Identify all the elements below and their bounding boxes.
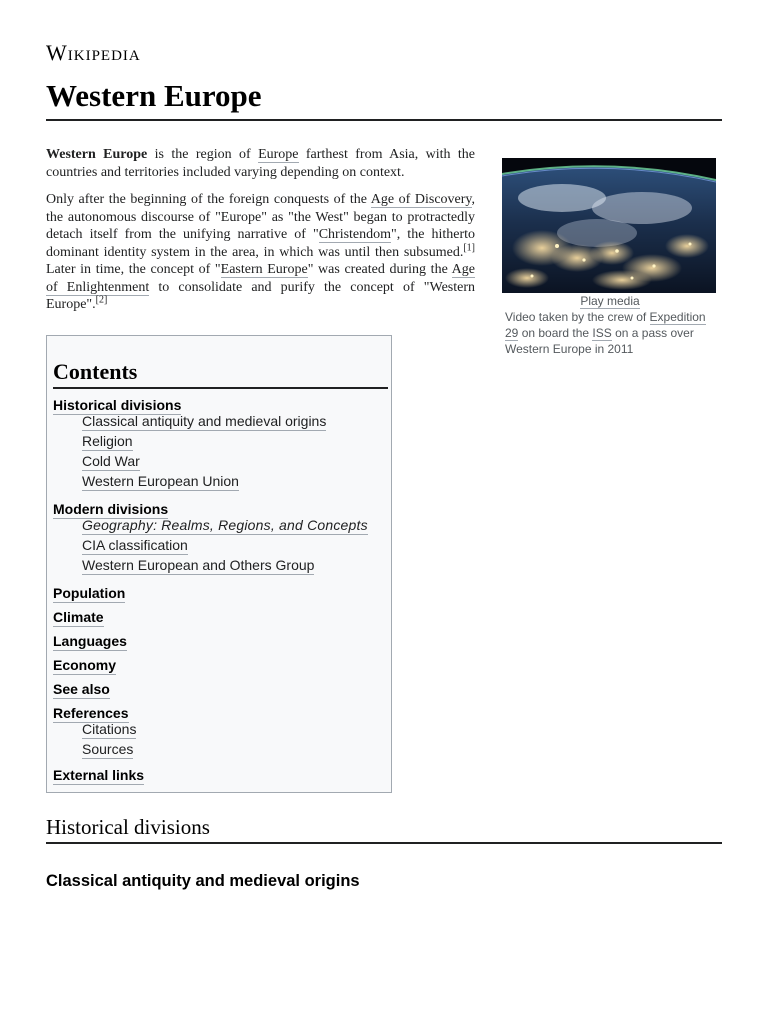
lead-text: Only after the beginning of the foreign conquests of the	[46, 192, 371, 207]
link-expedition-29[interactable]: Expedition 29	[505, 310, 706, 340]
toc-subitem[interactable]: Cold War	[82, 453, 140, 469]
lead-section	[46, 146, 475, 324]
section-heading-historical-divisions: Historical divisions	[46, 814, 722, 844]
toc-subitem[interactable]: Western European Union	[82, 473, 239, 489]
toc-subitem[interactable]: Classical antiquity and medieval origins	[82, 413, 327, 429]
reference-1[interactable]: [1]	[463, 241, 475, 253]
table-of-contents	[46, 335, 392, 793]
caption-text: Video taken by the crew of	[505, 310, 650, 324]
lead-text: " was created during the	[307, 262, 452, 277]
toc-subitem[interactable]: Western European and Others Group	[82, 557, 315, 573]
lead-text: Later in time, the concept of "	[46, 262, 221, 277]
toc-item-modern-divisions[interactable]: Modern divisions	[53, 501, 169, 517]
toc-subitem[interactable]: Religion	[82, 433, 133, 449]
lead-text: , the autonomous discourse of "Europe" as "the West" began to protractedly detach itself from the unifying narrative of "	[46, 192, 476, 242]
toc-item-climate[interactable]: Climate	[53, 609, 104, 625]
toc-subitem[interactable]: CIA classification	[82, 537, 188, 553]
toc-list	[53, 393, 387, 787]
toc-item-external-links[interactable]: External links	[53, 767, 145, 783]
wikipedia-wordmark[interactable]: Wikipedia	[46, 40, 141, 65]
lead-bold-term: Western Europe	[46, 147, 148, 162]
toc-subitem[interactable]: Citations	[82, 721, 137, 737]
toc-subitem[interactable]: Sources	[82, 741, 134, 757]
video-figure	[502, 158, 718, 357]
caption-text: on board the	[518, 326, 593, 340]
subsection-heading-classical-antiquity: Classical antiquity and medieval origins	[46, 872, 360, 890]
lead-text: ", the hitherto dominant identity system in the area, in which was until then subsumed.	[46, 227, 475, 260]
link-eastern-europe[interactable]: Eastern Europe	[220, 262, 308, 277]
play-media-link[interactable]: Play media	[580, 294, 640, 308]
lead-text: is the region of	[147, 147, 259, 162]
link-europe[interactable]: Europe	[258, 147, 299, 162]
lead-paragraph-2	[46, 191, 475, 314]
reference-2[interactable]: [2]	[95, 294, 108, 306]
toc-item-historical-divisions[interactable]: Historical divisions	[53, 397, 182, 413]
toc-item-references[interactable]: References	[53, 705, 129, 721]
caption-text: on a pass over Western Europe in 2011	[505, 326, 694, 356]
link-age-of-discovery[interactable]: Age of Discovery	[370, 192, 472, 207]
toc-item-languages[interactable]: Languages	[53, 633, 127, 649]
toc-subitem[interactable]: Geography: Realms, Regions, and Concepts	[82, 517, 368, 533]
earth-night-image	[502, 158, 716, 293]
toc-title: Contents	[53, 358, 388, 389]
lead-text: to consolidate and purify the concept of "Western Europe".	[46, 279, 475, 312]
link-iss[interactable]: ISS	[592, 326, 612, 340]
link-age-of-enlightenment[interactable]: Age of Enlightenment	[46, 262, 475, 295]
lead-paragraph-1	[46, 146, 475, 181]
figure-caption	[502, 309, 718, 357]
lead-text: farthest from Asia, with the countries and territories included varying depending on context.	[46, 147, 476, 180]
page-title: Western Europe	[46, 76, 722, 121]
toc-item-see-also[interactable]: See also	[53, 681, 110, 697]
earth-night-video[interactable]	[502, 158, 716, 293]
toc-item-population[interactable]: Population	[53, 585, 126, 601]
toc-item-economy[interactable]: Economy	[53, 657, 117, 673]
link-christendom[interactable]: Christendom	[318, 227, 392, 242]
